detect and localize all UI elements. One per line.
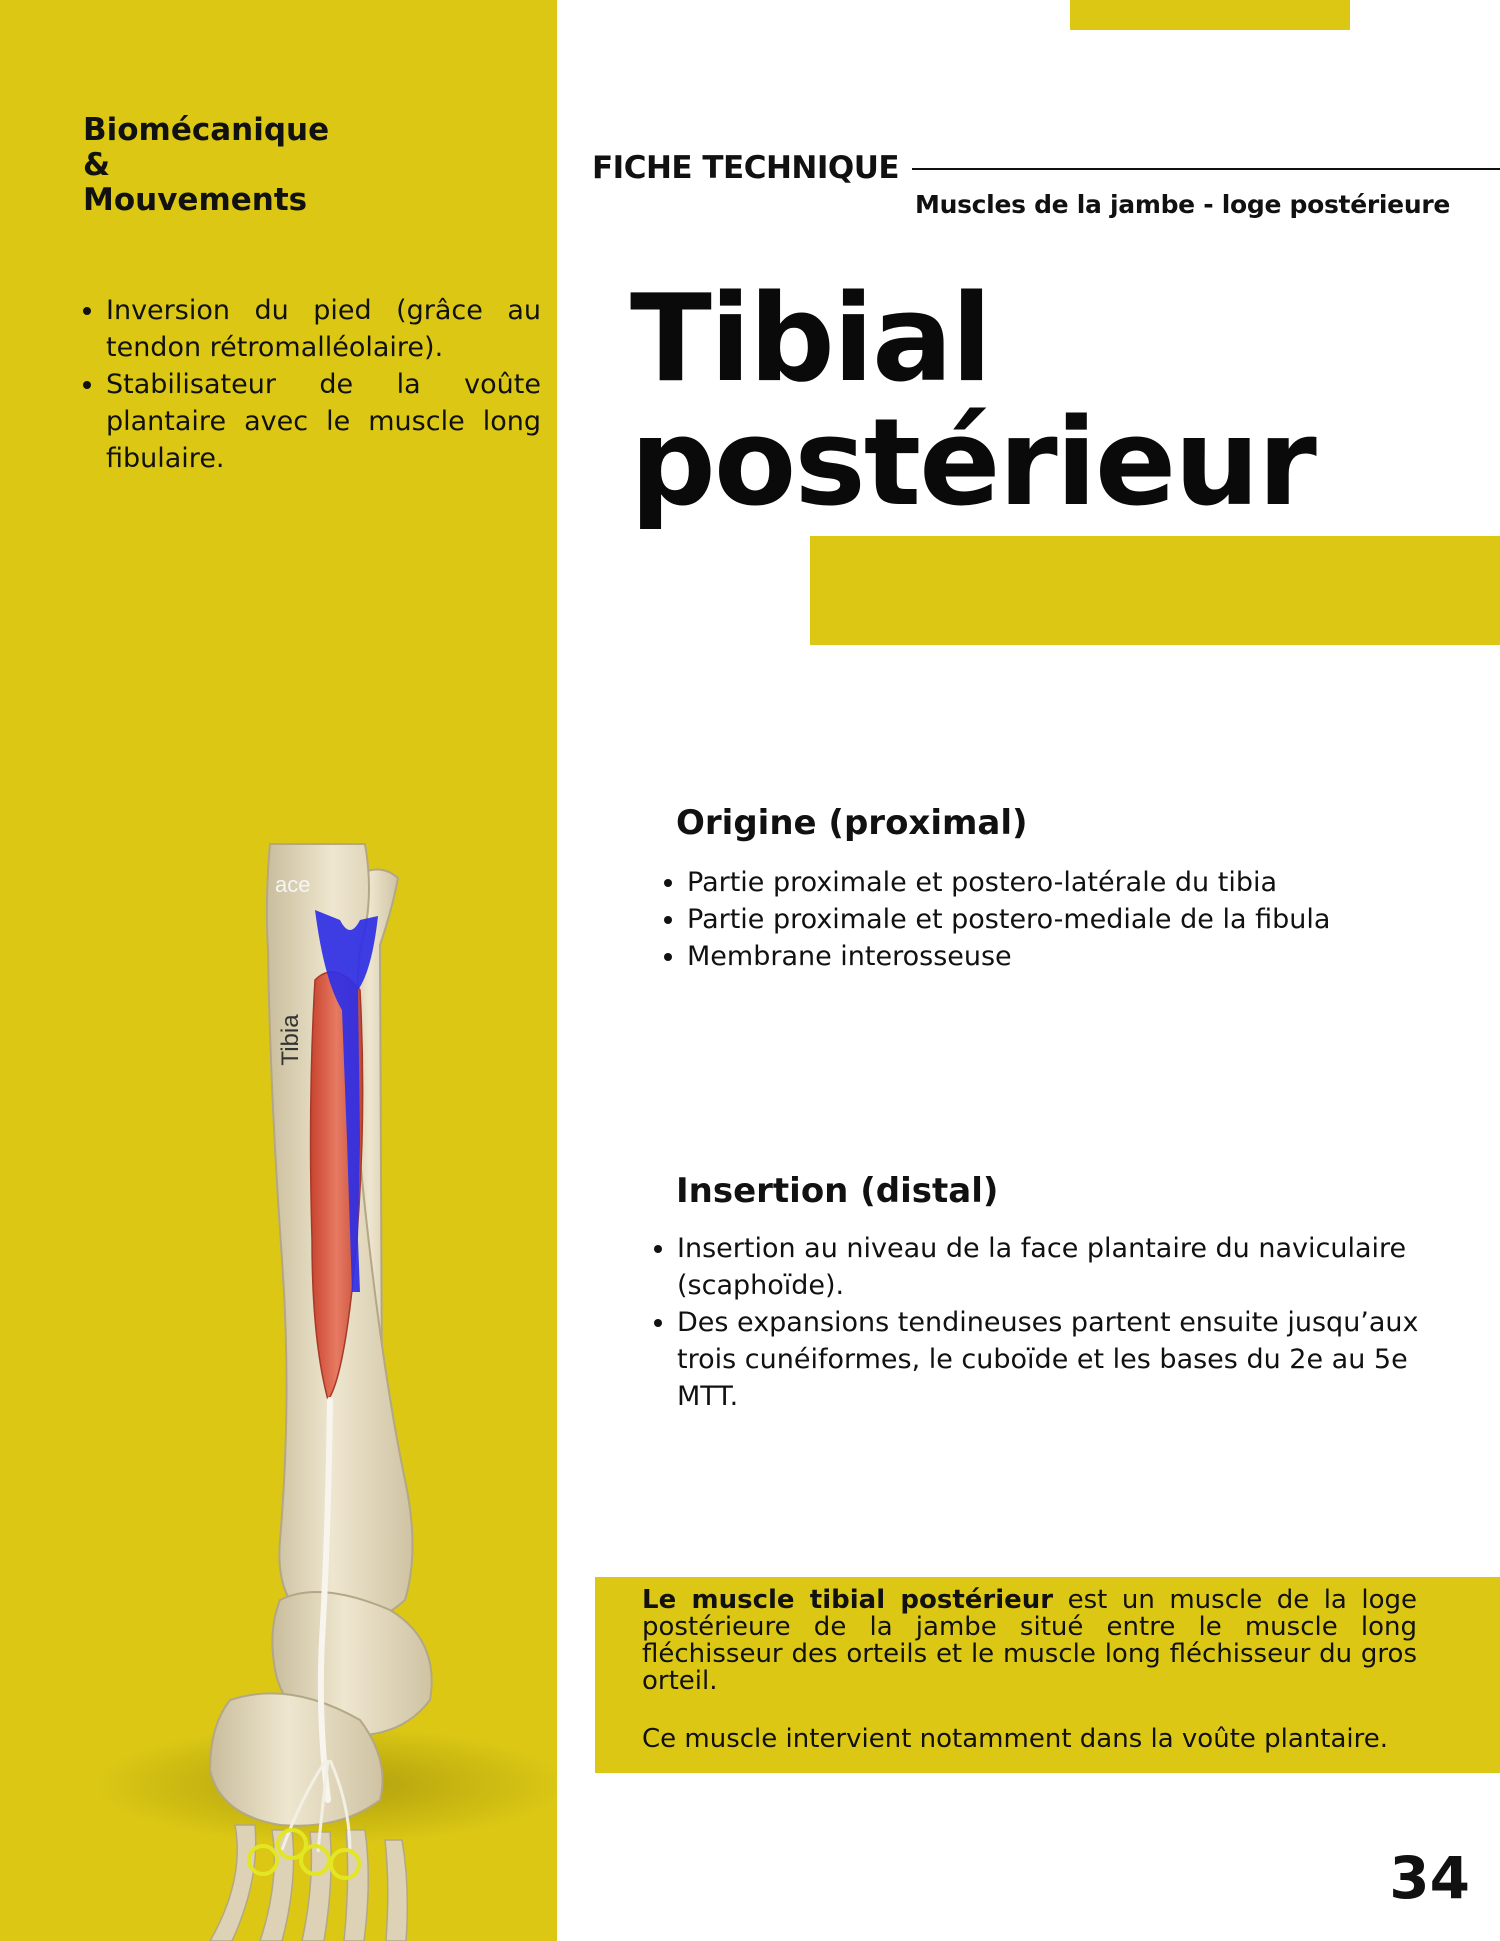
page-title-line1: Tibial [630, 270, 991, 409]
top-accent-bar [1070, 0, 1350, 30]
metatarsal-bone [210, 1825, 256, 1941]
insertion-item: • Des expansions tendineuses partent ensuite jusqu’aux trois cunéiformes, le cuboïde et les bases du 2e au 5e MTT. [677, 1304, 1447, 1415]
movement-item: • Inversion du pied (grâce au tendon rétromalléolaire). [106, 292, 541, 366]
origin-heading: Origine (proximal) [676, 803, 1028, 843]
metatarsal-bone [385, 1840, 407, 1941]
summary-bold-lead: Le muscle tibial postérieur [642, 1585, 1054, 1615]
insertion-list [642, 1230, 1447, 1415]
title-accent-block [810, 536, 1500, 645]
origin-item: • Membrane interosseuse [687, 938, 1447, 975]
partial-label: ace [275, 872, 311, 897]
fiche-technique-label: FICHE TECHNIQUE [592, 150, 900, 186]
origin-item: • Partie proximale et postero-mediale de la fibula [687, 901, 1447, 938]
summary-paragraph [642, 1587, 1417, 1695]
summary-note: Ce muscle intervient notamment dans la voûte plantaire. [642, 1724, 1389, 1754]
movement-item: • Stabilisateur de la voûte plantaire avec le muscle long fibulaire. [106, 366, 541, 477]
insertion-item: • Insertion au niveau de la face plantaire du naviculaire (scaphoïde). [677, 1230, 1447, 1304]
tibia-label: Tibia [277, 1014, 304, 1066]
sidebar-title [83, 113, 483, 218]
sidebar-title-line3: Mouvements [83, 182, 308, 218]
sidebar-title-line1: Biomécanique [83, 112, 330, 148]
metatarsal-bone [344, 1830, 368, 1941]
header-subtitle: Muscles de la jambe - loge postérieure [915, 190, 1450, 219]
page-number: 34 [1389, 1844, 1470, 1912]
origin-item: • Partie proximale et postero-latérale du tibia [687, 864, 1447, 901]
page-title-line2: postérieur [630, 394, 1315, 533]
insertion-heading: Insertion (distal) [676, 1171, 999, 1211]
summary-rest: est un muscle de la loge postérieure de la jambe situé entre le muscle long fléchisseur des orteils et le muscle long fléchisseur du gros orteil. [642, 1585, 1417, 1696]
header-rule [912, 168, 1500, 170]
origin-list [652, 864, 1447, 975]
anatomy-illustration [60, 840, 560, 1941]
page-title [630, 270, 1490, 533]
movements-list [72, 292, 541, 477]
sidebar-title-line2: & [83, 147, 111, 183]
